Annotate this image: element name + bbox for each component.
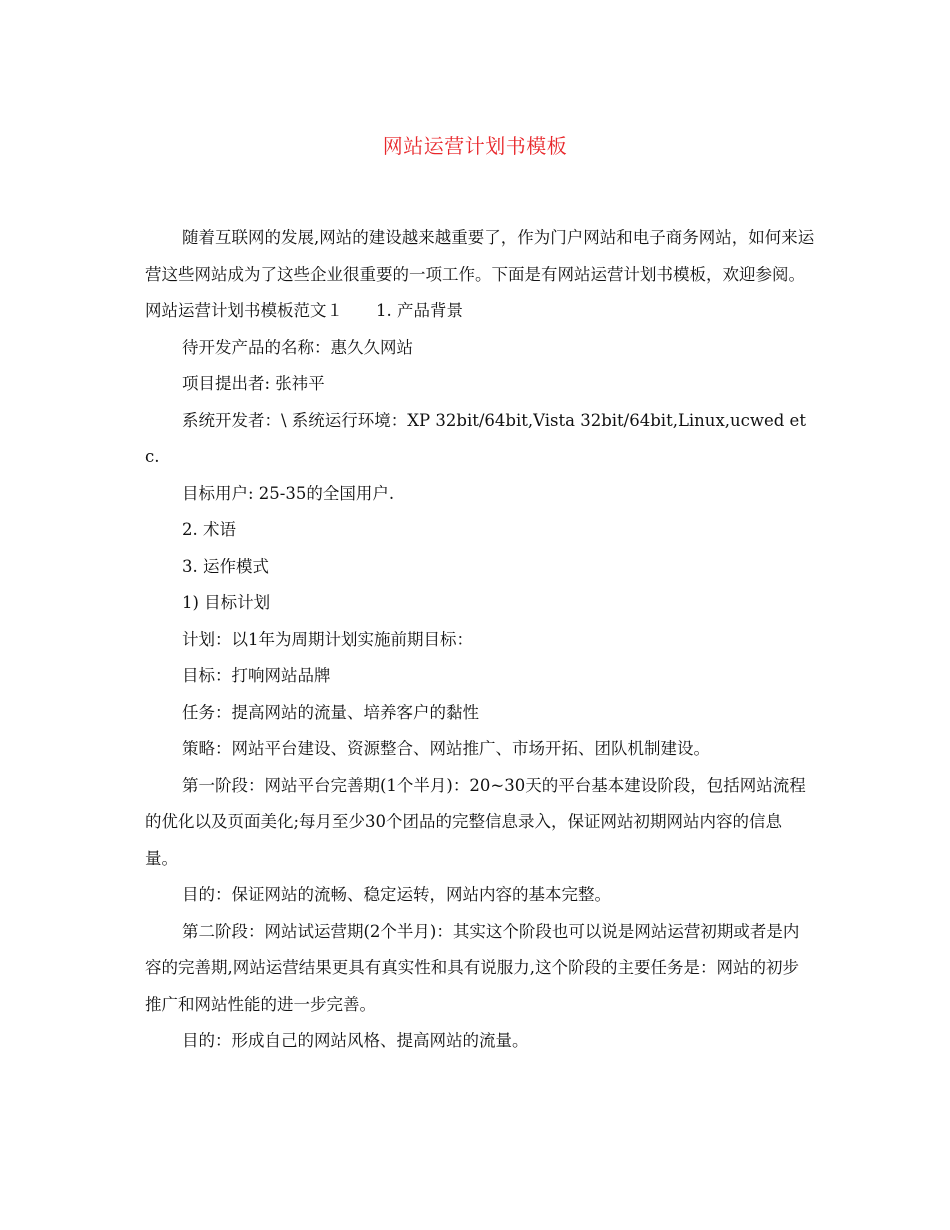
document-title: 网站运营计划书模板 [382,134,568,158]
intro-paragraph: 随着互联网的发展,网站的建设越来越重要了，作为门户网站和电子商务网站，如何来运营这些网站成为了这些企业很重要的一项工作。下面是有网站运营计划书模板，欢迎参阅。 [145,228,815,284]
body-paragraph: 目的：形成自己的网站风格、提高网站的流量。 [182,1031,529,1050]
body-paragraph: 待开发产品的名称：惠久久网站 [182,337,413,357]
body-paragraph: 计划：以1年为周期计划实施前期目标： [182,629,473,649]
section-heading-paragraph: 网站运营计划书模板范文１ 1. 产品背景 [145,301,463,320]
body-paragraph: 策略：网站平台建设、资源整合、网站推广、市场开拓、团队机制建设。 [182,739,710,758]
body-paragraph: 系统开发者：\ 系统运行环境：XP 32bit/64bit,Vista 32bit/64bit,Linux,ucwed etc. [145,410,806,466]
body-paragraph: 1) 目标计划 [182,593,271,612]
body-paragraph: 项目提出者: 张祎平 [182,374,325,393]
body-paragraph: 3. 运作模式 [182,556,269,576]
body-paragraph: 第一阶段：网站平台完善期(1个半月)：20~30天的平台基本建设阶段，包括网站流程的优化以及页面美化;每月至少30个团品的完整信息录入，保证网站初期网站内容的信息量。 [145,775,806,868]
body-paragraph: 目标用户: 25-35的全国用户. [182,483,395,503]
document-body [145,220,815,1060]
body-paragraph: 2. 术语 [182,520,236,539]
body-paragraph: 目的：保证网站的流畅、稳定运转，网站内容的基本完整。 [182,885,611,904]
body-paragraph: 目标：打响网站品牌 [182,666,331,685]
body-paragraph: 任务：提高网站的流量、培养客户的黏性 [182,702,479,722]
body-paragraph: 第二阶段：网站试运营期(2个半月)：其实这个阶段也可以说是网站运营初期或者是内容的完善期,网站运营结果更具有真实性和具有说服力,这个阶段的主要任务是：网站的初步推广和网站性能的进一步完善。 [145,921,800,1014]
